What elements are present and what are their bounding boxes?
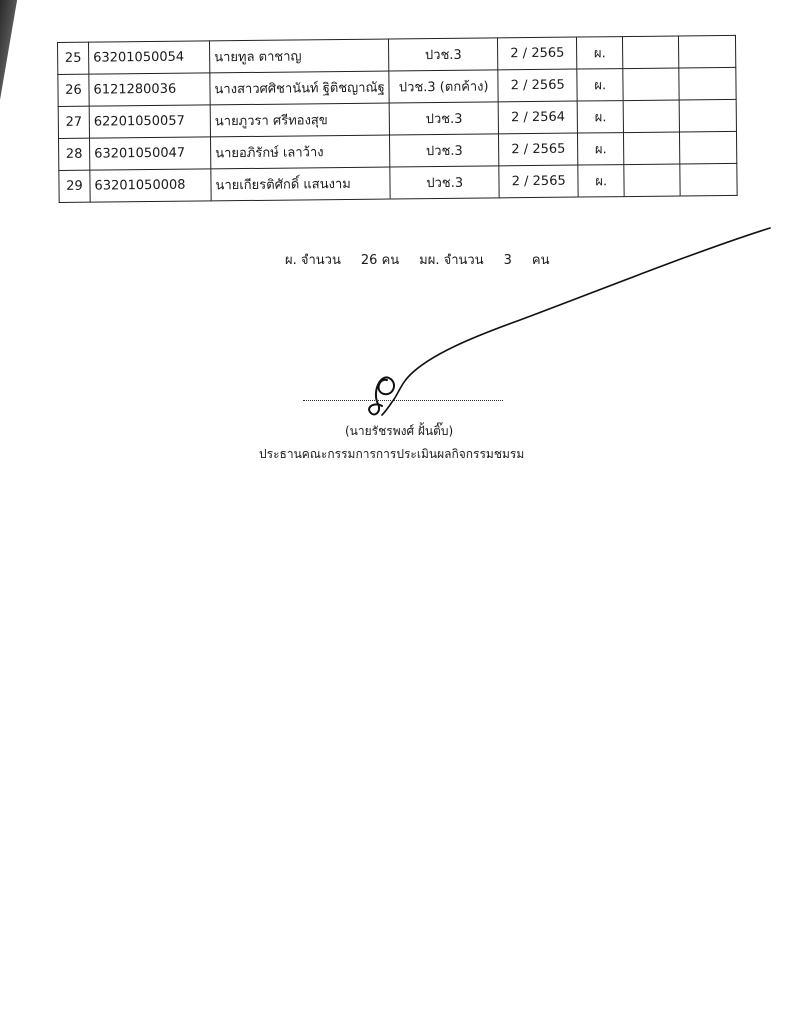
empty-cell (623, 100, 679, 133)
level-cell: ปวช.3 (390, 166, 499, 199)
row-number-cell: 26 (58, 74, 89, 106)
row-number-cell: 27 (58, 106, 89, 138)
pass-label: ผ. จำนวน (285, 253, 341, 268)
student-id-cell: 63201050054 (89, 41, 210, 74)
fail-unit: คน (531, 253, 550, 268)
summary-line (285, 249, 549, 270)
row-number-cell: 29 (59, 170, 90, 202)
empty-cell (679, 99, 736, 132)
result-cell: ผ. (578, 133, 624, 165)
term-cell: 2 / 2565 (498, 37, 577, 70)
signature-line (303, 400, 503, 401)
level-cell: ปวช.3 (ตกค้าง) (389, 70, 498, 103)
empty-cell (623, 68, 679, 101)
empty-cell (624, 164, 680, 197)
student-name-cell: นายทูล ตาชาญ (209, 39, 389, 73)
fail-label: มผ. จำนวน (419, 253, 484, 268)
student-id-cell: 6121280036 (89, 73, 210, 106)
empty-cell (624, 132, 680, 165)
row-number-cell: 28 (59, 138, 90, 170)
level-cell: ปวช.3 (390, 134, 499, 167)
row-number-cell: 25 (58, 42, 89, 74)
student-id-cell: 63201050047 (90, 137, 211, 170)
results-table (57, 35, 738, 203)
scan-edge-shadow (0, 0, 38, 100)
empty-cell (679, 67, 736, 100)
signer-title: ประธานคณะกรรมการการประเมินผลกิจกรรมชมรม (259, 447, 525, 461)
student-name-cell: นางสาวศศิชานันท์ ฐิติชญาณัฐ (210, 71, 390, 105)
empty-cell (680, 131, 737, 164)
student-id-cell: 63201050008 (90, 169, 211, 202)
empty-cell (623, 36, 679, 69)
pass-count: 26 (360, 253, 378, 268)
student-name-cell: นายภูวรา ศรีทองสุข (210, 103, 390, 137)
result-cell: ผ. (577, 101, 623, 133)
result-cell: ผ. (578, 165, 624, 197)
student-id-cell: 62201050057 (89, 105, 210, 138)
result-cell: ผ. (577, 37, 623, 69)
student-name-cell: นายเกียรติศักดิ์ แสนงาม (211, 167, 391, 201)
result-cell: ผ. (577, 69, 623, 101)
table-row (59, 163, 738, 202)
fail-count: 3 (503, 253, 512, 268)
term-cell: 2 / 2565 (498, 69, 577, 102)
term-cell: 2 / 2565 (499, 165, 578, 198)
term-cell: 2 / 2564 (498, 101, 577, 134)
pass-unit: คน (381, 253, 400, 268)
signer-name: (นายรัชรพงศ์ ฝั้นติ๊บ) (345, 424, 454, 438)
empty-cell (679, 35, 736, 68)
student-name-cell: นายอภิรักษ์ เลาว้าง (211, 135, 391, 169)
level-cell: ปวช.3 (389, 102, 498, 135)
level-cell: ปวช.3 (389, 38, 498, 71)
term-cell: 2 / 2565 (499, 133, 578, 166)
empty-cell (680, 163, 737, 196)
